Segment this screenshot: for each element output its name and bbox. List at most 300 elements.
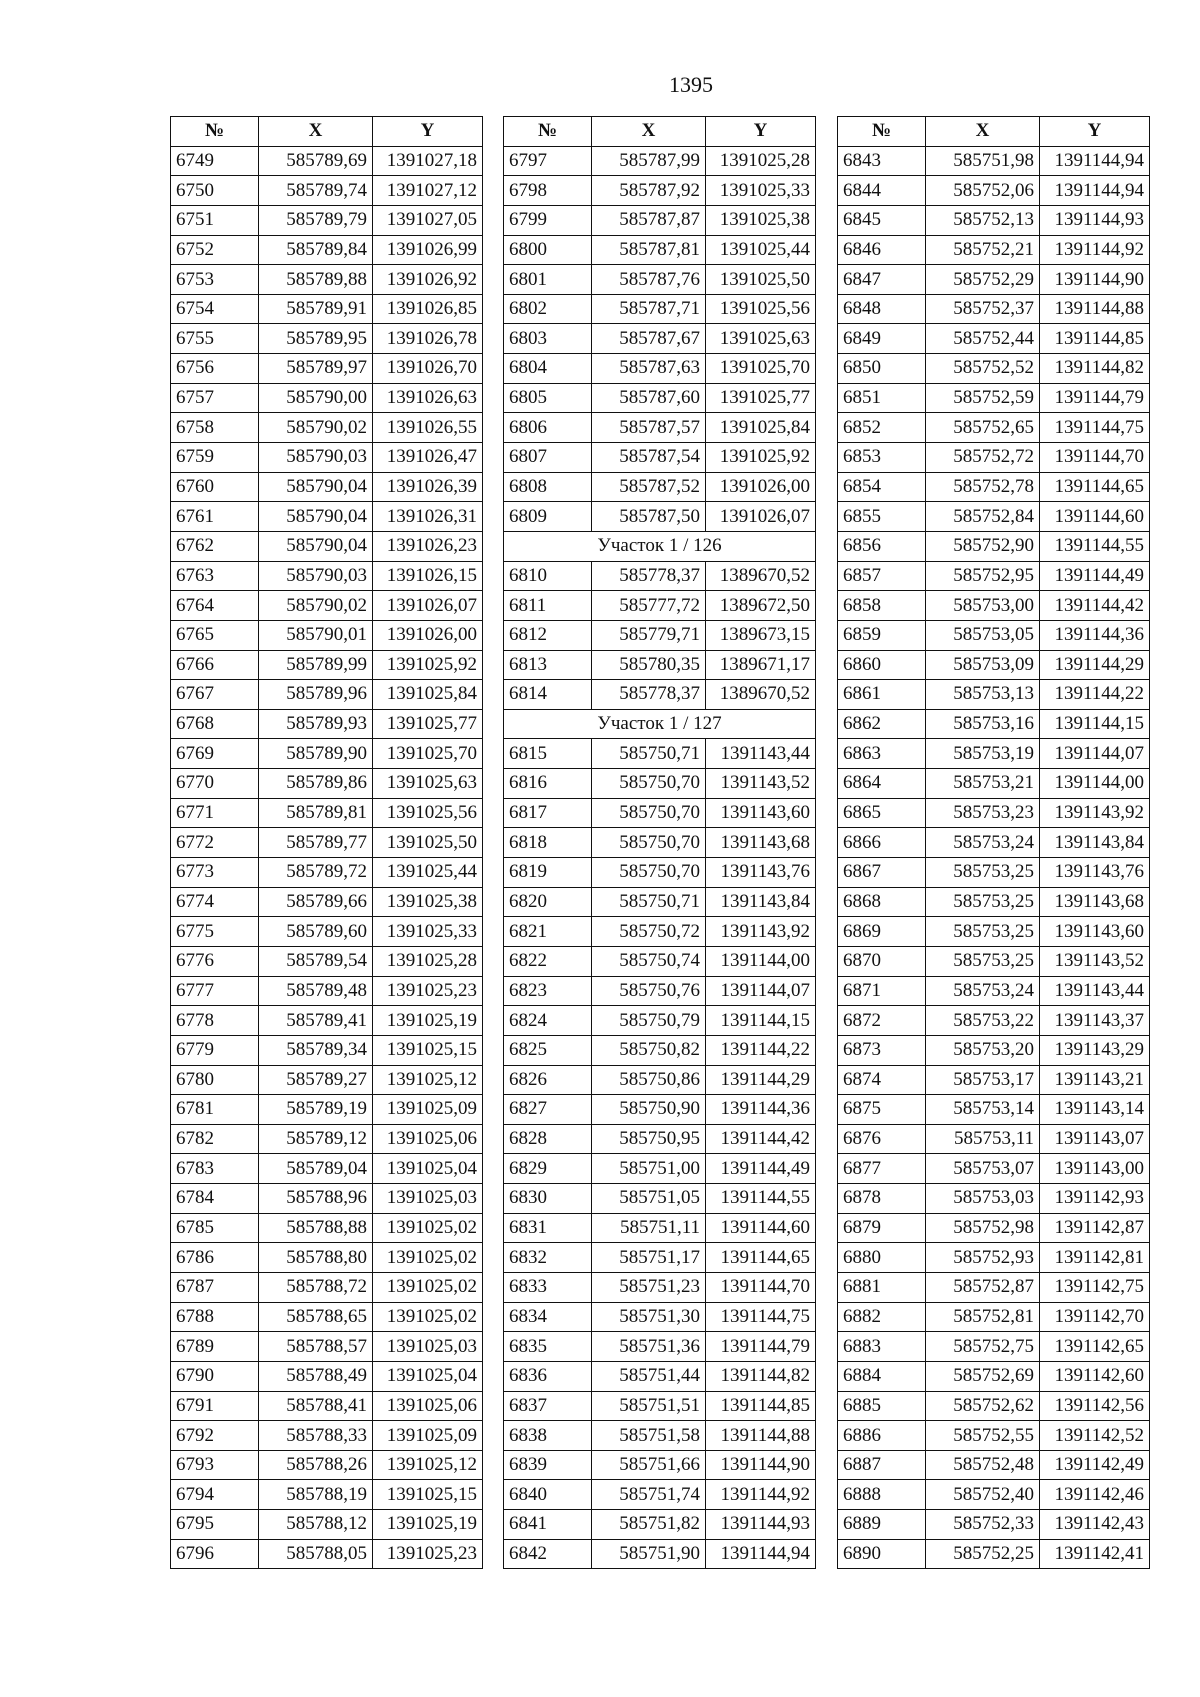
point-number-cell: 6860: [838, 650, 926, 680]
point-number-cell: 6876: [838, 1124, 926, 1154]
point-number-cell: 6882: [838, 1302, 926, 1332]
x-coordinate-cell: 585788,88: [259, 1213, 373, 1243]
x-coordinate-cell: 585751,98: [926, 146, 1040, 176]
table-row: [171, 1332, 483, 1362]
table-row: [504, 946, 816, 976]
point-number-cell: 6862: [838, 709, 926, 739]
x-coordinate-cell: 585789,79: [259, 205, 373, 235]
x-coordinate-cell: 585751,44: [592, 1361, 706, 1391]
y-coordinate-cell: 1391025,23: [373, 1539, 483, 1569]
y-coordinate-cell: 1391142,70: [1040, 1302, 1150, 1332]
point-number-cell: 6828: [504, 1124, 592, 1154]
y-coordinate-cell: 1391025,84: [706, 413, 816, 443]
y-coordinate-cell: 1391144,22: [706, 1035, 816, 1065]
x-coordinate-cell: 585789,12: [259, 1124, 373, 1154]
table-row: [838, 354, 1150, 384]
y-coordinate-cell: 1391142,43: [1040, 1510, 1150, 1540]
table-row: [838, 205, 1150, 235]
table-row: [838, 1243, 1150, 1273]
table-row: [504, 828, 816, 858]
point-number-cell: 6832: [504, 1243, 592, 1273]
x-coordinate-cell: 585751,74: [592, 1480, 706, 1510]
table-row: [838, 1124, 1150, 1154]
page-number: 1395: [669, 72, 713, 97]
y-coordinate-cell: 1391144,15: [1040, 709, 1150, 739]
point-number-cell: 6751: [171, 205, 259, 235]
point-number-cell: 6789: [171, 1332, 259, 1362]
y-coordinate-cell: 1391025,23: [373, 976, 483, 1006]
point-number-cell: 6858: [838, 591, 926, 621]
point-number-cell: 6861: [838, 680, 926, 710]
table-row: [838, 176, 1150, 206]
point-number-cell: 6790: [171, 1361, 259, 1391]
y-coordinate-cell: 1391144,36: [1040, 620, 1150, 650]
x-coordinate-cell: 585751,17: [592, 1243, 706, 1273]
table-row: [838, 1480, 1150, 1510]
table-row: [171, 561, 483, 591]
table-row: [171, 1391, 483, 1421]
table-row: [838, 1391, 1150, 1421]
point-number-cell: 6779: [171, 1035, 259, 1065]
table-row: [838, 235, 1150, 265]
y-coordinate-cell: 1389672,50: [706, 591, 816, 621]
x-coordinate-cell: 585787,50: [592, 502, 706, 532]
point-number-cell: 6772: [171, 828, 259, 858]
point-number-cell: 6883: [838, 1332, 926, 1362]
x-coordinate-cell: 585752,52: [926, 354, 1040, 384]
table-row: [838, 1006, 1150, 1036]
table-row: [504, 502, 816, 532]
x-coordinate-cell: 585752,78: [926, 472, 1040, 502]
x-coordinate-cell: 585789,19: [259, 1095, 373, 1125]
table-row: [504, 798, 816, 828]
table-row: [504, 769, 816, 799]
table-row: [171, 680, 483, 710]
x-coordinate-cell: 585752,40: [926, 1480, 1040, 1510]
table-row: [171, 1450, 483, 1480]
point-number-cell: 6787: [171, 1272, 259, 1302]
point-number-cell: 6795: [171, 1510, 259, 1540]
y-coordinate-cell: 1391142,93: [1040, 1184, 1150, 1214]
table-row: [838, 294, 1150, 324]
y-coordinate-cell: 1391025,33: [706, 176, 816, 206]
table-header-row: [838, 117, 1150, 147]
table-row: [171, 531, 483, 561]
point-number-cell: 6784: [171, 1184, 259, 1214]
point-number-cell: 6823: [504, 976, 592, 1006]
table-row: [504, 976, 816, 1006]
y-coordinate-cell: 1391143,52: [1040, 946, 1150, 976]
y-coordinate-cell: 1391025,92: [706, 443, 816, 473]
table-row: [171, 176, 483, 206]
y-coordinate-cell: 1391025,56: [373, 798, 483, 828]
x-coordinate-cell: 585750,82: [592, 1035, 706, 1065]
point-number-cell: 6762: [171, 531, 259, 561]
y-coordinate-cell: 1391143,37: [1040, 1006, 1150, 1036]
x-coordinate-cell: 585753,25: [926, 858, 1040, 888]
x-coordinate-cell: 585788,65: [259, 1302, 373, 1332]
y-coordinate-cell: 1391144,75: [1040, 413, 1150, 443]
point-number-cell: 6884: [838, 1361, 926, 1391]
table-row: [838, 1272, 1150, 1302]
point-number-cell: 6770: [171, 769, 259, 799]
table-row: [838, 413, 1150, 443]
x-coordinate-cell: 585751,51: [592, 1391, 706, 1421]
header-x: X: [926, 117, 1040, 147]
x-coordinate-cell: 585750,70: [592, 769, 706, 799]
table-row: [171, 324, 483, 354]
table-row: [504, 205, 816, 235]
y-coordinate-cell: 1391026,15: [373, 561, 483, 591]
table-row: [171, 1184, 483, 1214]
y-coordinate-cell: 1391025,03: [373, 1332, 483, 1362]
point-number-cell: 6812: [504, 620, 592, 650]
point-number-cell: 6761: [171, 502, 259, 532]
y-coordinate-cell: 1391142,49: [1040, 1450, 1150, 1480]
x-coordinate-cell: 585752,29: [926, 265, 1040, 295]
table-row: [838, 1302, 1150, 1332]
table-row: [838, 798, 1150, 828]
x-coordinate-cell: 585751,82: [592, 1510, 706, 1540]
y-coordinate-cell: 1391143,00: [1040, 1154, 1150, 1184]
table-row: [504, 265, 816, 295]
x-coordinate-cell: 585790,02: [259, 413, 373, 443]
table-row: [838, 1539, 1150, 1569]
table-row: [171, 828, 483, 858]
y-coordinate-cell: 1391025,19: [373, 1510, 483, 1540]
y-coordinate-cell: 1391143,52: [706, 769, 816, 799]
point-number-cell: 6831: [504, 1213, 592, 1243]
x-coordinate-cell: 585787,67: [592, 324, 706, 354]
x-coordinate-cell: 585788,12: [259, 1510, 373, 1540]
y-coordinate-cell: 1391025,15: [373, 1480, 483, 1510]
header-number: №: [171, 117, 259, 147]
table-row: [838, 1184, 1150, 1214]
table-row: [171, 472, 483, 502]
point-number-cell: 6846: [838, 235, 926, 265]
x-coordinate-cell: 585789,34: [259, 1035, 373, 1065]
table-row: [838, 443, 1150, 473]
y-coordinate-cell: 1391143,44: [706, 739, 816, 769]
point-number-cell: 6804: [504, 354, 592, 384]
y-coordinate-cell: 1391026,63: [373, 383, 483, 413]
table-row: [171, 620, 483, 650]
y-coordinate-cell: 1391026,70: [373, 354, 483, 384]
header-number: №: [504, 117, 592, 147]
table-row: [171, 976, 483, 1006]
section-row: [504, 531, 816, 561]
point-number-cell: 6839: [504, 1450, 592, 1480]
point-number-cell: 6843: [838, 146, 926, 176]
y-coordinate-cell: 1391025,77: [373, 709, 483, 739]
y-coordinate-cell: 1391025,04: [373, 1154, 483, 1184]
x-coordinate-cell: 585788,05: [259, 1539, 373, 1569]
table-row: [171, 946, 483, 976]
point-number-cell: 6879: [838, 1213, 926, 1243]
point-number-cell: 6781: [171, 1095, 259, 1125]
table-row: [504, 1124, 816, 1154]
table-row: [838, 828, 1150, 858]
y-coordinate-cell: 1391142,56: [1040, 1391, 1150, 1421]
x-coordinate-cell: 585752,25: [926, 1539, 1040, 1569]
y-coordinate-cell: 1391144,85: [706, 1391, 816, 1421]
table-row: [504, 1065, 816, 1095]
table-row: [171, 1124, 483, 1154]
x-coordinate-cell: 585751,00: [592, 1154, 706, 1184]
y-coordinate-cell: 1391144,94: [706, 1539, 816, 1569]
x-coordinate-cell: 585787,60: [592, 383, 706, 413]
x-coordinate-cell: 585753,16: [926, 709, 1040, 739]
y-coordinate-cell: 1391144,36: [706, 1095, 816, 1125]
y-coordinate-cell: 1391144,60: [706, 1213, 816, 1243]
point-number-cell: 6875: [838, 1095, 926, 1125]
y-coordinate-cell: 1391144,92: [706, 1480, 816, 1510]
y-coordinate-cell: 1391144,94: [1040, 146, 1150, 176]
y-coordinate-cell: 1391025,15: [373, 1035, 483, 1065]
y-coordinate-cell: 1391143,29: [1040, 1035, 1150, 1065]
x-coordinate-cell: 585790,03: [259, 443, 373, 473]
x-coordinate-cell: 585752,55: [926, 1421, 1040, 1451]
table-row: [171, 769, 483, 799]
table-row: [504, 146, 816, 176]
table-row: [838, 769, 1150, 799]
point-number-cell: 6776: [171, 946, 259, 976]
table-row: [838, 1421, 1150, 1451]
y-coordinate-cell: 1391144,60: [1040, 502, 1150, 532]
table-row: [504, 354, 816, 384]
point-number-cell: 6760: [171, 472, 259, 502]
y-coordinate-cell: 1391144,93: [706, 1510, 816, 1540]
y-coordinate-cell: 1391144,82: [1040, 354, 1150, 384]
table-row: [504, 1302, 816, 1332]
point-number-cell: 6757: [171, 383, 259, 413]
x-coordinate-cell: 585789,97: [259, 354, 373, 384]
table-row: [171, 1154, 483, 1184]
x-coordinate-cell: 585789,69: [259, 146, 373, 176]
point-number-cell: 6886: [838, 1421, 926, 1451]
point-number-cell: 6868: [838, 887, 926, 917]
table-row: [838, 620, 1150, 650]
table-row: [504, 1184, 816, 1214]
table-row: [838, 1065, 1150, 1095]
x-coordinate-cell: 585753,25: [926, 917, 1040, 947]
point-number-cell: 6780: [171, 1065, 259, 1095]
point-number-cell: 6867: [838, 858, 926, 888]
y-coordinate-cell: 1391025,84: [373, 680, 483, 710]
point-number-cell: 6855: [838, 502, 926, 532]
x-coordinate-cell: 585789,91: [259, 294, 373, 324]
point-number-cell: 6852: [838, 413, 926, 443]
point-number-cell: 6819: [504, 858, 592, 888]
x-coordinate-cell: 585787,71: [592, 294, 706, 324]
point-number-cell: 6752: [171, 235, 259, 265]
y-coordinate-cell: 1391025,50: [706, 265, 816, 295]
y-coordinate-cell: 1391025,02: [373, 1213, 483, 1243]
x-coordinate-cell: 585789,74: [259, 176, 373, 206]
y-coordinate-cell: 1391143,60: [1040, 917, 1150, 947]
x-coordinate-cell: 585789,93: [259, 709, 373, 739]
y-coordinate-cell: 1391144,79: [1040, 383, 1150, 413]
x-coordinate-cell: 585789,88: [259, 265, 373, 295]
y-coordinate-cell: 1391144,94: [1040, 176, 1150, 206]
point-number-cell: 6853: [838, 443, 926, 473]
y-coordinate-cell: 1391144,92: [1040, 235, 1150, 265]
table-row: [171, 1510, 483, 1540]
y-coordinate-cell: 1391025,56: [706, 294, 816, 324]
y-coordinate-cell: 1391143,07: [1040, 1124, 1150, 1154]
point-number-cell: 6864: [838, 769, 926, 799]
point-number-cell: 6826: [504, 1065, 592, 1095]
x-coordinate-cell: 585787,57: [592, 413, 706, 443]
point-number-cell: 6754: [171, 294, 259, 324]
point-number-cell: 6806: [504, 413, 592, 443]
point-number-cell: 6822: [504, 946, 592, 976]
table-row: [171, 1480, 483, 1510]
point-number-cell: 6783: [171, 1154, 259, 1184]
x-coordinate-cell: 585788,19: [259, 1480, 373, 1510]
y-coordinate-cell: 1391025,12: [373, 1450, 483, 1480]
table-row: [171, 1095, 483, 1125]
table-row: [504, 1539, 816, 1569]
point-number-cell: 6827: [504, 1095, 592, 1125]
x-coordinate-cell: 585789,95: [259, 324, 373, 354]
x-coordinate-cell: 585780,35: [592, 650, 706, 680]
table-row: [838, 265, 1150, 295]
x-coordinate-cell: 585789,41: [259, 1006, 373, 1036]
x-coordinate-cell: 585750,90: [592, 1095, 706, 1125]
table-row: [838, 324, 1150, 354]
x-coordinate-cell: 585753,03: [926, 1184, 1040, 1214]
x-coordinate-cell: 585753,24: [926, 828, 1040, 858]
x-coordinate-cell: 585752,87: [926, 1272, 1040, 1302]
point-number-cell: 6857: [838, 561, 926, 591]
table-row: [171, 205, 483, 235]
x-coordinate-cell: 585788,26: [259, 1450, 373, 1480]
point-number-cell: 6809: [504, 502, 592, 532]
x-coordinate-cell: 585778,37: [592, 680, 706, 710]
x-coordinate-cell: 585790,00: [259, 383, 373, 413]
y-coordinate-cell: 1391144,29: [1040, 650, 1150, 680]
section-row: [504, 709, 816, 739]
y-coordinate-cell: 1391025,02: [373, 1272, 483, 1302]
x-coordinate-cell: 585752,84: [926, 502, 1040, 532]
y-coordinate-cell: 1391025,02: [373, 1243, 483, 1273]
table-row: [504, 1272, 816, 1302]
point-number-cell: 6865: [838, 798, 926, 828]
point-number-cell: 6758: [171, 413, 259, 443]
x-coordinate-cell: 585788,96: [259, 1184, 373, 1214]
y-coordinate-cell: 1391144,55: [1040, 531, 1150, 561]
x-coordinate-cell: 585751,11: [592, 1213, 706, 1243]
point-number-cell: 6881: [838, 1272, 926, 1302]
table-row: [838, 1510, 1150, 1540]
table-row: [171, 650, 483, 680]
point-number-cell: 6863: [838, 739, 926, 769]
x-coordinate-cell: 585790,02: [259, 591, 373, 621]
table-row: [504, 1510, 816, 1540]
table-row: [504, 413, 816, 443]
table-row: [504, 1421, 816, 1451]
table-row: [171, 709, 483, 739]
point-number-cell: 6750: [171, 176, 259, 206]
table-row: [171, 1539, 483, 1569]
point-number-cell: 6870: [838, 946, 926, 976]
table-row: [504, 1361, 816, 1391]
x-coordinate-cell: 585789,27: [259, 1065, 373, 1095]
point-number-cell: 6765: [171, 620, 259, 650]
x-coordinate-cell: 585753,24: [926, 976, 1040, 1006]
point-number-cell: 6808: [504, 472, 592, 502]
x-coordinate-cell: 585750,72: [592, 917, 706, 947]
x-coordinate-cell: 585788,57: [259, 1332, 373, 1362]
table-row: [504, 1480, 816, 1510]
x-coordinate-cell: 585778,37: [592, 561, 706, 591]
x-coordinate-cell: 585752,98: [926, 1213, 1040, 1243]
point-number-cell: 6825: [504, 1035, 592, 1065]
x-coordinate-cell: 585752,62: [926, 1391, 1040, 1421]
y-coordinate-cell: 1391143,68: [706, 828, 816, 858]
table-row: [504, 472, 816, 502]
table-row: [838, 591, 1150, 621]
coordinates-table-1: [170, 116, 483, 1569]
y-coordinate-cell: 1391026,39: [373, 472, 483, 502]
x-coordinate-cell: 585753,11: [926, 1124, 1040, 1154]
x-coordinate-cell: 585752,95: [926, 561, 1040, 591]
point-number-cell: 6798: [504, 176, 592, 206]
table-row: [504, 739, 816, 769]
y-coordinate-cell: 1391143,92: [1040, 798, 1150, 828]
table-row: [171, 502, 483, 532]
point-number-cell: 6848: [838, 294, 926, 324]
x-coordinate-cell: 585753,22: [926, 1006, 1040, 1036]
x-coordinate-cell: 585789,81: [259, 798, 373, 828]
point-number-cell: 6816: [504, 769, 592, 799]
y-coordinate-cell: 1391026,47: [373, 443, 483, 473]
y-coordinate-cell: 1391144,55: [706, 1184, 816, 1214]
header-x: X: [592, 117, 706, 147]
point-number-cell: 6836: [504, 1361, 592, 1391]
point-number-cell: 6887: [838, 1450, 926, 1480]
y-coordinate-cell: 1391143,92: [706, 917, 816, 947]
x-coordinate-cell: 585753,05: [926, 620, 1040, 650]
y-coordinate-cell: 1391025,70: [373, 739, 483, 769]
section-label: Участок 1 / 126: [504, 531, 816, 561]
table-row: [171, 798, 483, 828]
y-coordinate-cell: 1391025,06: [373, 1124, 483, 1154]
y-coordinate-cell: 1391142,65: [1040, 1332, 1150, 1362]
table-row: [171, 1035, 483, 1065]
point-number-cell: 6834: [504, 1302, 592, 1332]
y-coordinate-cell: 1391142,87: [1040, 1213, 1150, 1243]
y-coordinate-cell: 1391025,77: [706, 383, 816, 413]
point-number-cell: 6841: [504, 1510, 592, 1540]
y-coordinate-cell: 1391025,28: [706, 146, 816, 176]
point-number-cell: 6785: [171, 1213, 259, 1243]
y-coordinate-cell: 1391144,07: [706, 976, 816, 1006]
y-coordinate-cell: 1391026,00: [706, 472, 816, 502]
table-row: [504, 680, 816, 710]
table-row: [504, 176, 816, 206]
y-coordinate-cell: 1391025,28: [373, 946, 483, 976]
table-row: [171, 1243, 483, 1273]
table-row: [171, 739, 483, 769]
x-coordinate-cell: 585787,87: [592, 205, 706, 235]
point-number-cell: 6767: [171, 680, 259, 710]
table-row: [838, 946, 1150, 976]
y-coordinate-cell: 1391143,84: [706, 887, 816, 917]
table-row: [838, 1361, 1150, 1391]
point-number-cell: 6815: [504, 739, 592, 769]
